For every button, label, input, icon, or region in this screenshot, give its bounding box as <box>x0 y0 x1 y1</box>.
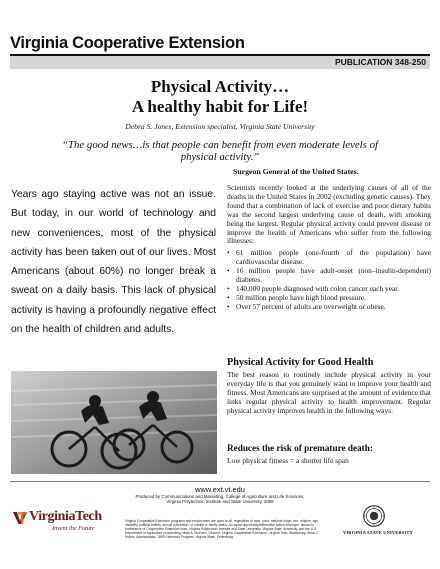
list-item: • 50 million people have high blood pressure. <box>236 294 431 303</box>
list-item: • 61 million people (one-fourth of the population) have cardiovascular disease. <box>236 249 431 267</box>
illness-list <box>227 249 431 311</box>
subheading: Reduces the risk of premature death: <box>227 443 373 453</box>
publication-number: PUBLICATION 348-250 <box>334 57 426 67</box>
vsu-wordmark: VIRGINIA STATE UNIVERSITY <box>343 530 413 535</box>
body-paragraph-2: The best reason to routinely include physical activity in your everyday life is that you genuinely want to improve your health and fitness. Most Americans are surprised at the amount of evidence that links regular physical activity to health improvement. Regular physical activity improves health in the following ways: <box>227 370 431 415</box>
vsu-seal-icon <box>363 505 385 532</box>
fine-print: Virginia Cooperative Extension programs and employment are open to all, regardless of race, color, national origin, sex, religion, age, disability, political beliefs, sexual orientation, or marital or family status. An equal opportunity/affirmative action employer. Issued in furtherance of Cooperative Extension work, Virginia Polytechnic Institute and State University, Virginia State University, and the U.S. Department of Agriculture cooperating. Mark A. McCann, Director, Virginia Cooperative Extension, Virginia Tech, Blacksburg; Alma C. Hobbs, Administrator, 1890 Extension Program, Virginia State, Petersburg. <box>125 519 320 540</box>
cyclists-photo <box>11 371 217 474</box>
author-line: Debra S. Jones, Extension specialist, Virginia State University <box>125 122 315 131</box>
section-heading: Physical Activity for Good Health <box>227 357 374 368</box>
intro-paragraph: Years ago staying active was not an issue. But today, in our world of technology and new conveniences, most of the physical activity has been taken out of our lives. Most Americans (about 60%) no longer break a sweat on a daily basis. This lack of physical activity is having a profoundly negative effect on the health of children and adults. <box>11 189 216 336</box>
vt-logo-icon <box>13 511 27 530</box>
pull-quote: “The good news…is that people can benefit from even moderate levels of physical activity.” <box>62 139 378 163</box>
title-line-1: Physical Activity… <box>150 77 290 96</box>
produced-by: Produced by Communications and Marketing, College of Agriculture and Life Sciences, Virginia Polytechnic Institute and State University, 2008 <box>135 494 305 504</box>
list-item: • 16 million people have adult-onset (non–insulin-dependent) diabetes. <box>236 267 431 285</box>
quote-source: Surgeon General of the United States. <box>233 167 359 176</box>
footer-rule <box>10 481 430 482</box>
list-item: • 140,000 people diagnosed with colon cancer each year. <box>236 285 431 294</box>
vt-wordmark: VirginiaTech <box>29 509 102 524</box>
list-item: • Over 57 percent of adults are overweight or obese. <box>236 303 431 312</box>
body-paragraph-1: Scientists recently looked at the underlying causes of all of the deaths in the United States in 2002 (excluding genetic causes). They found that a combination of lack of exercise and poor dietary habits was the second largest underlying cause of death, with smoking being the largest. Regular physical activity could prevent disease or improve the health of Americans who suffer from the following illnesses: <box>227 183 431 246</box>
subheading-text: Low physical fitness = a shorter life span <box>227 456 349 465</box>
body-column <box>227 184 431 312</box>
vt-tagline: Invent the Future <box>52 525 95 532</box>
title-line-2: A healthy habit for Life! <box>131 97 309 116</box>
footer-url[interactable]: www.ext.vt.edu <box>195 485 245 494</box>
organization-name: Virginia Cooperative Extension <box>10 34 245 52</box>
